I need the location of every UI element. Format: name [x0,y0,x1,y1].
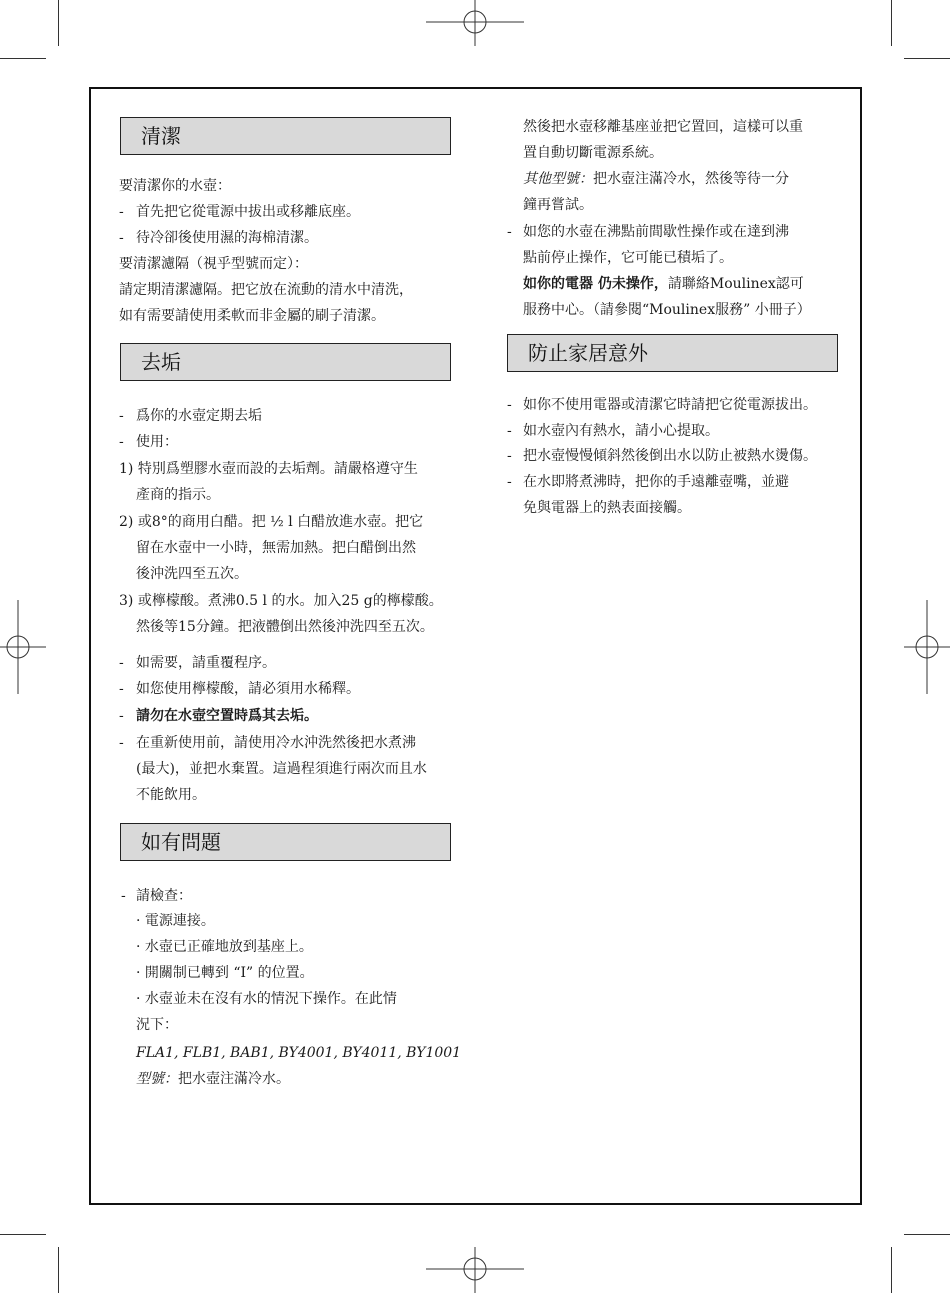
text-line: 況下： [136,1017,178,1033]
text-line: 然後把水壺移離基座並把它置回，這樣可以重 [523,119,803,135]
heading-descaling: 去垢 [120,343,451,381]
text-line: 服務中心。（請參閱“Moulinex服務” 小冊子） [523,302,811,318]
text-line: 要清潔濾隔（視乎型號而定）： [119,256,308,272]
bullet-dash: - [507,448,512,464]
crop-mark [904,1234,950,1235]
other-models-label: 其他型號： [523,171,593,187]
contact-row [523,271,804,297]
crop-mark [891,0,892,46]
crop-mark [58,0,59,46]
bullet-dash: - [507,423,512,439]
text-line: · 電源連接。 [136,913,215,929]
heading-cleaning: 清潔 [120,117,451,155]
text-line: 請檢查： [136,888,192,904]
text-line: · 水壺並未在沒有水的情況下操作。在此情 [136,991,397,1007]
bullet-dash: - [507,397,512,413]
bullet-dash: - [121,888,126,904]
bullet-dash: - [119,681,124,697]
text-line: 如您使用檸檬酸，請必須用水稀釋。 [136,681,360,697]
registration-mark-top [426,0,524,46]
text-line: 待冷卻後使用濕的海棉清潔。 [136,230,318,246]
text-line: 如你不使用電器或清潔它時請把它從電源拔出。 [523,397,817,413]
text-line: 如您的水壺在沸點前間歇性操作或在達到沸 [523,224,789,240]
text-line: 留在水壺中一小時，無需加熱。把白醋倒出然 [136,540,416,556]
models-line: FLA1, FLB1, BAB1, BY4001, BY4011, BY1001 [136,1045,462,1061]
text-line: 後沖洗四至五次。 [136,566,248,582]
warning-line: 請勿在水壺空置時爲其去垢。 [136,708,318,724]
text-line: 免與電器上的熱表面接觸。 [523,500,691,516]
bullet-dash: - [119,735,124,751]
models-action: 把水壺注滿冷水。 [178,1071,290,1087]
text-line: 2) 或8°的商用白醋。把 ½ l 白醋放進水壺。把它 [119,514,424,530]
registration-mark-right [904,600,950,694]
bullet-dash: - [119,708,124,724]
text-line: 不能飲用。 [136,787,206,803]
contact-bold: 如你的電器 仍未操作， [523,276,668,292]
bullet-dash: - [507,224,512,240]
text-line: 1) 特別爲塑膠水壺而設的去垢劑。請嚴格遵守生 [119,461,418,477]
text-line: 使用： [136,434,178,450]
text-line: 如需要，請重覆程序。 [136,655,276,671]
bullet-dash: - [507,474,512,490]
bullet-dash: - [119,655,124,671]
models-label: 型號： [136,1071,178,1087]
other-models-text: 把水壺注滿冷水，然後等待一分 [593,171,789,187]
crop-mark [58,1247,59,1293]
text-line: 在水即將煮沸時，把你的手遠離壺嘴，並避 [523,474,789,490]
crop-mark [891,1247,892,1293]
text-line: 如水壺內有熱水，請小心提取。 [523,423,719,439]
text-line: · 水壺已正確地放到基座上。 [136,939,313,955]
crop-mark [904,58,950,59]
text-line: 首先把它從電源中拔出或移離底座。 [136,204,360,220]
text-line: 爲你的水壺定期去垢 [136,408,262,424]
bullet-dash: - [119,408,124,424]
registration-mark-bottom [426,1247,524,1293]
text-line: 要清潔你的水壺： [119,178,231,194]
crop-mark [0,1234,46,1235]
text-line: · 開關制已轉到 “I” 的位置。 [136,965,314,981]
heading-problems: 如有問題 [120,823,451,861]
heading-safety: 防止家居意外 [507,334,838,372]
text-line: 如有需要請使用柔軟而非金屬的刷子清潔。 [119,308,385,324]
text-line: 在重新使用前，請使用冷水沖洗然後把水煮沸 [136,735,416,751]
contact-text: 請聯絡Moulinex認可 [667,276,804,292]
other-models-row [523,166,789,192]
text-line: 把水壺慢慢傾斜然後倒出水以防止被熱水燙傷。 [523,448,817,464]
text-line: 鐘再嘗試。 [523,197,593,213]
registration-mark-left [0,600,46,694]
text-line: 點前停止操作，它可能已積垢了。 [523,250,733,266]
bullet-dash: - [119,230,124,246]
models-row [136,1066,290,1092]
text-line: (最大)，並把水棄置。這過程須進行兩次而且水 [136,761,427,777]
crop-mark [0,58,46,59]
text-line: 然後等15分鐘。把液體倒出然後沖洗四至五次。 [136,619,434,635]
text-line: 請定期清潔濾隔。把它放在流動的清水中清洗， [119,282,413,298]
bullet-dash: - [119,204,124,220]
bullet-dash: - [119,434,124,450]
text-line: 產商的指示。 [136,487,220,503]
text-line: 置自動切斷電源系統。 [523,145,663,161]
text-line: 3) 或檸檬酸。煮沸0.5 l 的水。加入25 g的檸檬酸。 [119,593,443,609]
